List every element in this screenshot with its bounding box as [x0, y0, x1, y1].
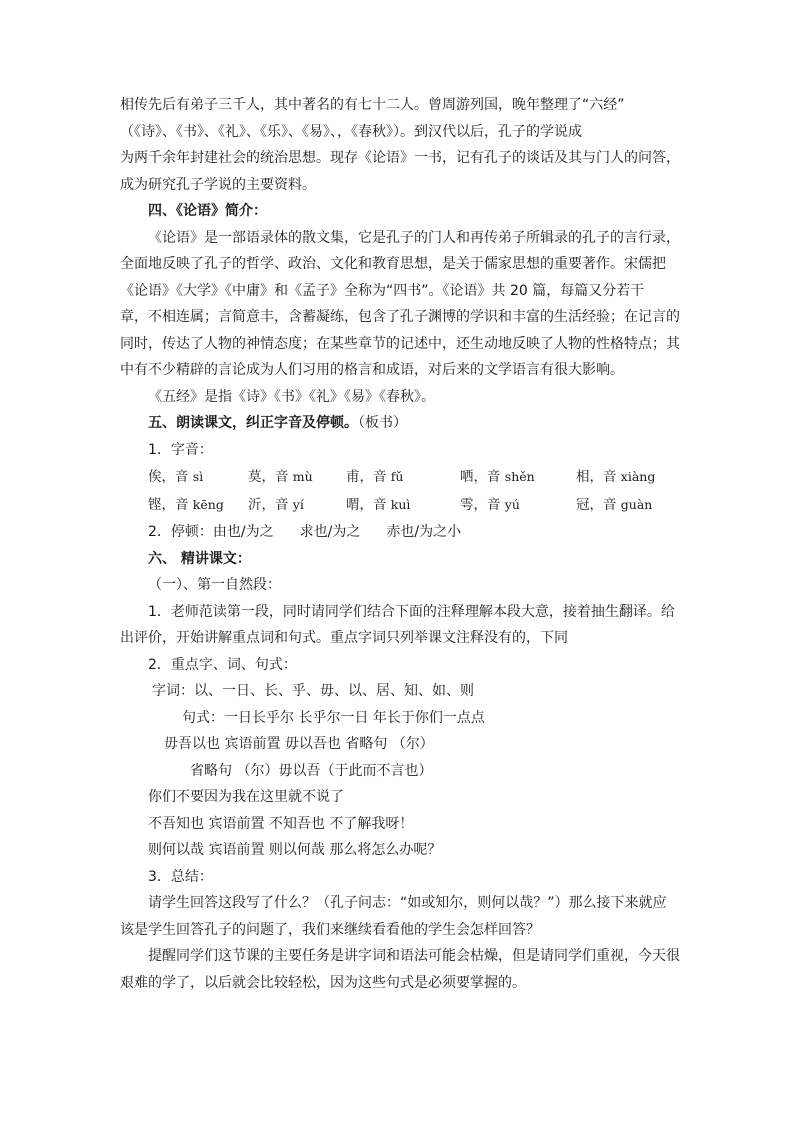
section-heading-note: （板书）	[358, 415, 407, 431]
text-line: 请学生回答这段写了什么？（孔子问志：“如或知尔，则何以哉？”）那么接下来就应	[148, 895, 667, 911]
text-line: 章，不相连属；言简意丰，含蓄凝练，包含了孔子渊博的学识和丰富的生活经验；在记言的	[120, 309, 680, 325]
text-line: 中有不少精辟的言论成为人们习用的格言和成语，对后来的文学语言有很大影响。	[120, 362, 624, 378]
text-line: 成为研究孔子学说的主要资料。	[120, 176, 316, 193]
pronunciation-item: 雩，音 yú	[460, 497, 520, 513]
pronunciation-item: 喟，音 kuì	[346, 497, 411, 513]
pause-item: 由也/为之	[212, 524, 274, 540]
pronunciation-item: 莫，音 mù	[248, 469, 313, 485]
pronunciation-row	[120, 491, 680, 519]
pronunciation-item: 相，音 xiàng	[576, 469, 656, 485]
section-heading: 四、《论语》简介：	[148, 203, 267, 219]
pause-label: 2．停顿：	[148, 524, 213, 540]
pause-item: 赤也/为之小	[386, 524, 462, 540]
key-words-line: 字词：以、一日、长、乎、毋、以、居、知、如、则	[152, 683, 474, 699]
text-line: 《论语》是一部语录体的散文集，它是孔子的门人和再传弟子所辑录的孔子的言行录，	[148, 229, 680, 246]
pronunciation-item: 哂，音 shěn	[460, 469, 535, 485]
text-line: 该是学生回答孔子的问题了，我们来继续看看他的学生会怎样回答？	[120, 921, 540, 938]
sentence-pattern-line: 省略句 （尔）毋以吾（于此而不言也）	[190, 762, 433, 779]
text-line: 提醒同学们这节课的主要任务是讲字词和语法可能会枯燥，但是请同学们重视，今天很	[148, 948, 680, 964]
intro-paragraph	[120, 92, 680, 198]
section-heading-text: 五、朗读课文，纠正字音及停顿。	[148, 415, 358, 431]
pronunciation-item: 俟，音 sì	[148, 469, 204, 485]
wujing-line: 《五经》是指《诗》《书》《礼》《易》《春秋》。	[148, 388, 435, 405]
pause-item: 求也/为之	[299, 524, 361, 540]
text-line: 《论语》《大学》《中庸》和《孟子》全称为“四书”。《论语》共 20 篇，每篇又分若干	[120, 282, 645, 299]
text-line: 同时，传达了人物的神情态度；在某些章节的记述中，还生动地反映了人物的性格特点；其	[120, 335, 680, 352]
step2-label: 2．重点字、词、句式：	[148, 656, 297, 673]
pronunciation-item: 冠，音 guàn	[576, 497, 653, 513]
summary-paragraph	[120, 890, 680, 996]
summary-label: 3．总结：	[148, 868, 213, 885]
pronunciation-item: 铿，音 kēng	[148, 497, 224, 513]
text-line: 1．老师范读第一段，同时请同学们结合下面的注释理解本段大意，接着抽生翻译。给	[148, 603, 675, 620]
document-page	[120, 92, 680, 996]
text-line: 全面地反映了孔子的哲学、政治、文化和教育思想，是关于儒家思想的重要著作。宋儒把	[120, 256, 666, 272]
section-heading	[120, 410, 680, 437]
explanation-line: 则何以哉 宾语前置 则以何哉 那么将怎么办呢？	[148, 842, 442, 858]
text-line: 出评价，开始讲解重点词和句式。重点字词只列举课文注释没有的，下同	[120, 630, 568, 646]
pronunciation-row	[120, 463, 680, 491]
section-heading: 六、 精讲课文：	[148, 550, 251, 567]
step1-paragraph	[120, 599, 680, 652]
text-line: 为两千余年封建社会的统治思想。现存《论语》一书，记有孔子的谈话及其与门人的问答，	[120, 150, 680, 166]
explanation-line: 不吾知也 宾语前置 不知吾也 不了解我呀！	[148, 815, 414, 832]
sentence-pattern-line: 句式：一日长乎尔 长乎尔一日 年长于你们一点点	[182, 709, 485, 726]
text-line: 艰难的学了，以后就会比较轻松，因为这些句式是必须要掌握的。	[120, 974, 526, 991]
pronunciation-item: 沂，音 yí	[248, 497, 304, 513]
explanation-line: 你们不要因为我在这里就不说了	[148, 789, 344, 805]
text-line: 相传先后有弟子三千人，其中著名的有七十二人。曾周游列国，晚年整理了“六经”	[120, 97, 625, 113]
pause-line	[120, 519, 680, 546]
text-line: （《诗》、《书》、《礼》、《乐》、《易》、，《春秋》）。到汉代以后，孔子的学说成	[120, 123, 582, 140]
pronunciation-item: 甫，音 fǔ	[346, 469, 404, 485]
subsection-heading: （一）、第一自然段：	[148, 577, 281, 593]
pronunciation-label: 1．字音：	[148, 441, 213, 458]
lunyu-intro-paragraph	[120, 225, 680, 384]
sentence-pattern-line: 毋吾以也 宾语前置 毋以吾也 省略句 （尔）	[164, 736, 434, 752]
